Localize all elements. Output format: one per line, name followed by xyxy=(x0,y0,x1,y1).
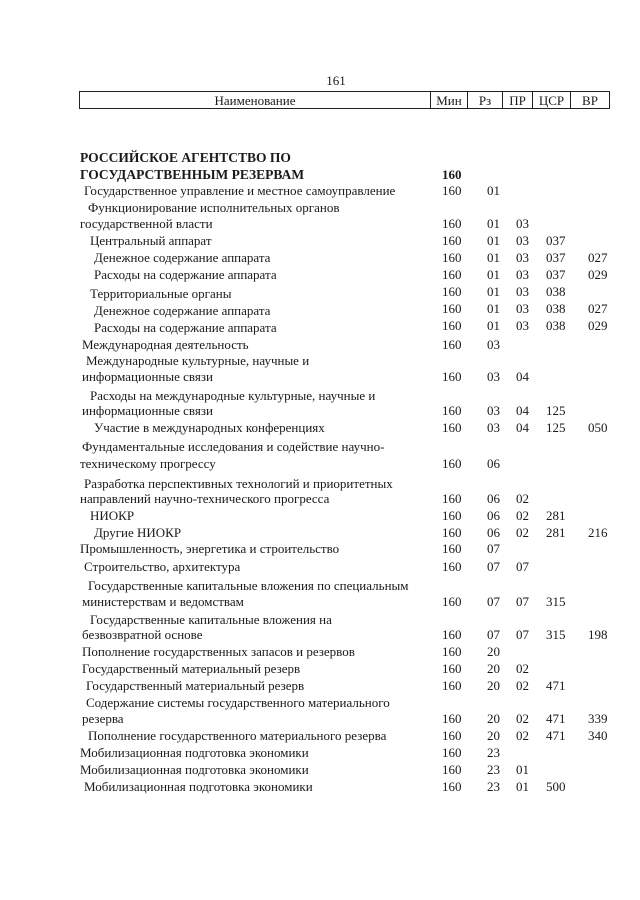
row-code-min: 160 xyxy=(442,420,462,435)
row-code-min: 160 xyxy=(442,167,462,182)
row-name: Пополнение государственного материального резерва xyxy=(88,728,387,743)
row-code-pr: 03 xyxy=(516,301,529,316)
row-code-pr: 07 xyxy=(516,594,529,609)
row-code-min: 160 xyxy=(442,250,462,265)
row-name: Денежное содержание аппарата xyxy=(94,250,271,265)
row-code-csr: 315 xyxy=(546,594,566,609)
row-code-csr: 125 xyxy=(546,420,566,435)
row-code-vr: 340 xyxy=(588,728,608,743)
row-name: информационные связи xyxy=(82,369,213,384)
row-code-min: 160 xyxy=(442,594,462,609)
row-name: Государственные капитальные вложения по специальным xyxy=(88,578,409,593)
row-code-rz: 01 xyxy=(487,250,500,265)
header-min: Мин xyxy=(430,92,467,108)
row-code-rz: 23 xyxy=(487,762,500,777)
row-code-pr: 02 xyxy=(516,491,529,506)
row-code-pr: 03 xyxy=(516,233,529,248)
row-name: Расходы на международные культурные, научные и xyxy=(90,388,376,403)
row-code-min: 160 xyxy=(442,559,462,574)
row-code-rz: 23 xyxy=(487,745,500,760)
row-code-pr: 03 xyxy=(516,216,529,231)
row-code-min: 160 xyxy=(442,762,462,777)
row-code-pr: 07 xyxy=(516,559,529,574)
row-code-vr: 339 xyxy=(588,711,608,726)
row-code-rz: 20 xyxy=(487,678,500,693)
row-code-pr: 03 xyxy=(516,267,529,282)
row-code-rz: 01 xyxy=(487,233,500,248)
row-code-pr: 02 xyxy=(516,525,529,540)
row-name: Государственные капитальные вложения на xyxy=(90,612,332,627)
row-code-rz: 20 xyxy=(487,644,500,659)
row-code-rz: 07 xyxy=(487,559,500,574)
row-code-min: 160 xyxy=(442,369,462,384)
row-name: Мобилизационная подготовка экономики xyxy=(80,745,309,760)
row-code-rz: 03 xyxy=(487,369,500,384)
header-csr: ЦСР xyxy=(532,92,570,108)
row-code-csr: 038 xyxy=(546,284,566,299)
row-name: государственной власти xyxy=(80,216,213,231)
row-code-rz: 03 xyxy=(487,420,500,435)
row-code-csr: 281 xyxy=(546,508,566,523)
row-code-min: 160 xyxy=(442,678,462,693)
row-code-rz: 01 xyxy=(487,301,500,316)
row-code-csr: 037 xyxy=(546,267,566,282)
page-number: 161 xyxy=(326,73,346,88)
header-pr: ПР xyxy=(502,92,532,108)
row-code-rz: 20 xyxy=(487,711,500,726)
row-code-pr: 02 xyxy=(516,711,529,726)
row-name: Содержание системы государственного материального xyxy=(86,695,390,710)
row-code-vr: 027 xyxy=(588,250,608,265)
row-name: резерва xyxy=(82,711,124,726)
row-code-pr: 02 xyxy=(516,508,529,523)
row-code-min: 160 xyxy=(442,491,462,506)
header-rz: Рз xyxy=(467,92,502,108)
row-name: Расходы на содержание аппарата xyxy=(94,320,277,335)
row-code-csr: 315 xyxy=(546,627,566,642)
row-code-rz: 03 xyxy=(487,337,500,352)
row-code-csr: 471 xyxy=(546,678,566,693)
row-code-rz: 01 xyxy=(487,318,500,333)
row-code-min: 160 xyxy=(442,779,462,794)
row-name: Мобилизационная подготовка экономики xyxy=(84,779,313,794)
row-name: Участие в международных конференциях xyxy=(94,420,325,435)
row-name: Государственный материальный резерв xyxy=(86,678,305,693)
row-code-pr: 03 xyxy=(516,284,529,299)
row-name: Мобилизационная подготовка экономики xyxy=(80,762,309,777)
row-code-min: 160 xyxy=(442,267,462,282)
row-code-csr: 038 xyxy=(546,301,566,316)
row-code-vr: 198 xyxy=(588,627,608,642)
row-code-rz: 06 xyxy=(487,508,500,523)
row-code-min: 160 xyxy=(442,403,462,418)
row-name: Фундаментальные исследования и содействие научно- xyxy=(82,439,385,454)
row-code-vr: 029 xyxy=(588,318,608,333)
row-code-csr: 125 xyxy=(546,403,566,418)
row-name: Разработка перспективных технологий и приоритетных xyxy=(84,476,393,491)
row-code-csr: 471 xyxy=(546,728,566,743)
row-code-pr: 04 xyxy=(516,403,529,418)
row-name: Денежное содержание аппарата xyxy=(94,303,271,318)
row-code-csr: 038 xyxy=(546,318,566,333)
row-name: Функционирование исполнительных органов xyxy=(88,200,340,215)
row-code-rz: 01 xyxy=(487,183,500,198)
row-code-min: 160 xyxy=(442,627,462,642)
row-name: безвозвратной основе xyxy=(82,627,203,642)
row-code-pr: 03 xyxy=(516,250,529,265)
row-code-vr: 027 xyxy=(588,301,608,316)
row-name: ГОСУДАРСТВЕННЫМ РЕЗЕРВАМ xyxy=(80,167,305,182)
row-code-min: 160 xyxy=(442,728,462,743)
row-code-csr: 281 xyxy=(546,525,566,540)
row-code-min: 160 xyxy=(442,183,462,198)
row-code-rz: 06 xyxy=(487,491,500,506)
row-code-min: 160 xyxy=(442,301,462,316)
row-code-rz: 20 xyxy=(487,728,500,743)
row-code-csr: 037 xyxy=(546,233,566,248)
row-code-csr: 037 xyxy=(546,250,566,265)
row-code-min: 160 xyxy=(442,745,462,760)
row-code-min: 160 xyxy=(442,661,462,676)
row-code-rz: 07 xyxy=(487,627,500,642)
row-name: Государственный материальный резерв xyxy=(82,661,301,676)
row-code-csr: 471 xyxy=(546,711,566,726)
row-name: Международная деятельность xyxy=(82,337,249,352)
row-name: Расходы на содержание аппарата xyxy=(94,267,277,282)
row-code-rz: 07 xyxy=(487,594,500,609)
row-code-min: 160 xyxy=(442,233,462,248)
header-vr: ВР xyxy=(570,92,609,108)
row-name: направлений научно-технического прогресса xyxy=(80,491,330,506)
row-name: Промышленность, энергетика и строительство xyxy=(80,541,340,556)
row-code-min: 160 xyxy=(442,216,462,231)
row-name: Государственное управление и местное самоуправление xyxy=(84,183,396,198)
row-code-rz: 06 xyxy=(487,456,500,471)
row-name: Территориальные органы xyxy=(90,286,232,301)
row-code-pr: 07 xyxy=(516,627,529,642)
row-name: информационные связи xyxy=(82,403,213,418)
row-code-min: 160 xyxy=(442,284,462,299)
row-code-rz: 03 xyxy=(487,403,500,418)
row-code-pr: 02 xyxy=(516,661,529,676)
row-code-vr: 216 xyxy=(588,525,608,540)
row-code-rz: 01 xyxy=(487,267,500,282)
row-name: Центральный аппарат xyxy=(90,233,212,248)
row-code-min: 160 xyxy=(442,456,462,471)
header-name: Наименование xyxy=(214,92,296,108)
row-name: техническому прогрессу xyxy=(80,456,216,471)
row-name: министерствам и ведомствам xyxy=(82,594,244,609)
row-code-vr: 029 xyxy=(588,267,608,282)
row-code-rz: 20 xyxy=(487,661,500,676)
row-code-pr: 02 xyxy=(516,678,529,693)
row-name: Международные культурные, научные и xyxy=(86,353,310,368)
row-code-rz: 01 xyxy=(487,284,500,299)
row-code-min: 160 xyxy=(442,337,462,352)
row-code-pr: 01 xyxy=(516,779,529,794)
row-name: Строительство, архитектура xyxy=(84,559,241,574)
row-code-pr: 01 xyxy=(516,762,529,777)
row-code-min: 160 xyxy=(442,644,462,659)
row-code-rz: 01 xyxy=(487,216,500,231)
row-code-vr: 050 xyxy=(588,420,608,435)
row-code-min: 160 xyxy=(442,525,462,540)
row-code-min: 160 xyxy=(442,711,462,726)
row-name: РОССИЙСКОЕ АГЕНТСТВО ПО xyxy=(80,150,291,165)
row-code-min: 160 xyxy=(442,541,462,556)
row-code-rz: 06 xyxy=(487,525,500,540)
row-code-pr: 03 xyxy=(516,318,529,333)
row-code-rz: 07 xyxy=(487,541,500,556)
row-name: Другие НИОКР xyxy=(94,525,182,540)
row-code-pr: 04 xyxy=(516,369,529,384)
row-code-csr: 500 xyxy=(546,779,566,794)
row-code-rz: 23 xyxy=(487,779,500,794)
row-name: Пополнение государственных запасов и резервов xyxy=(82,644,355,659)
row-code-pr: 04 xyxy=(516,420,529,435)
row-code-min: 160 xyxy=(442,318,462,333)
row-code-pr: 02 xyxy=(516,728,529,743)
row-code-min: 160 xyxy=(442,508,462,523)
row-name: НИОКР xyxy=(90,508,135,523)
